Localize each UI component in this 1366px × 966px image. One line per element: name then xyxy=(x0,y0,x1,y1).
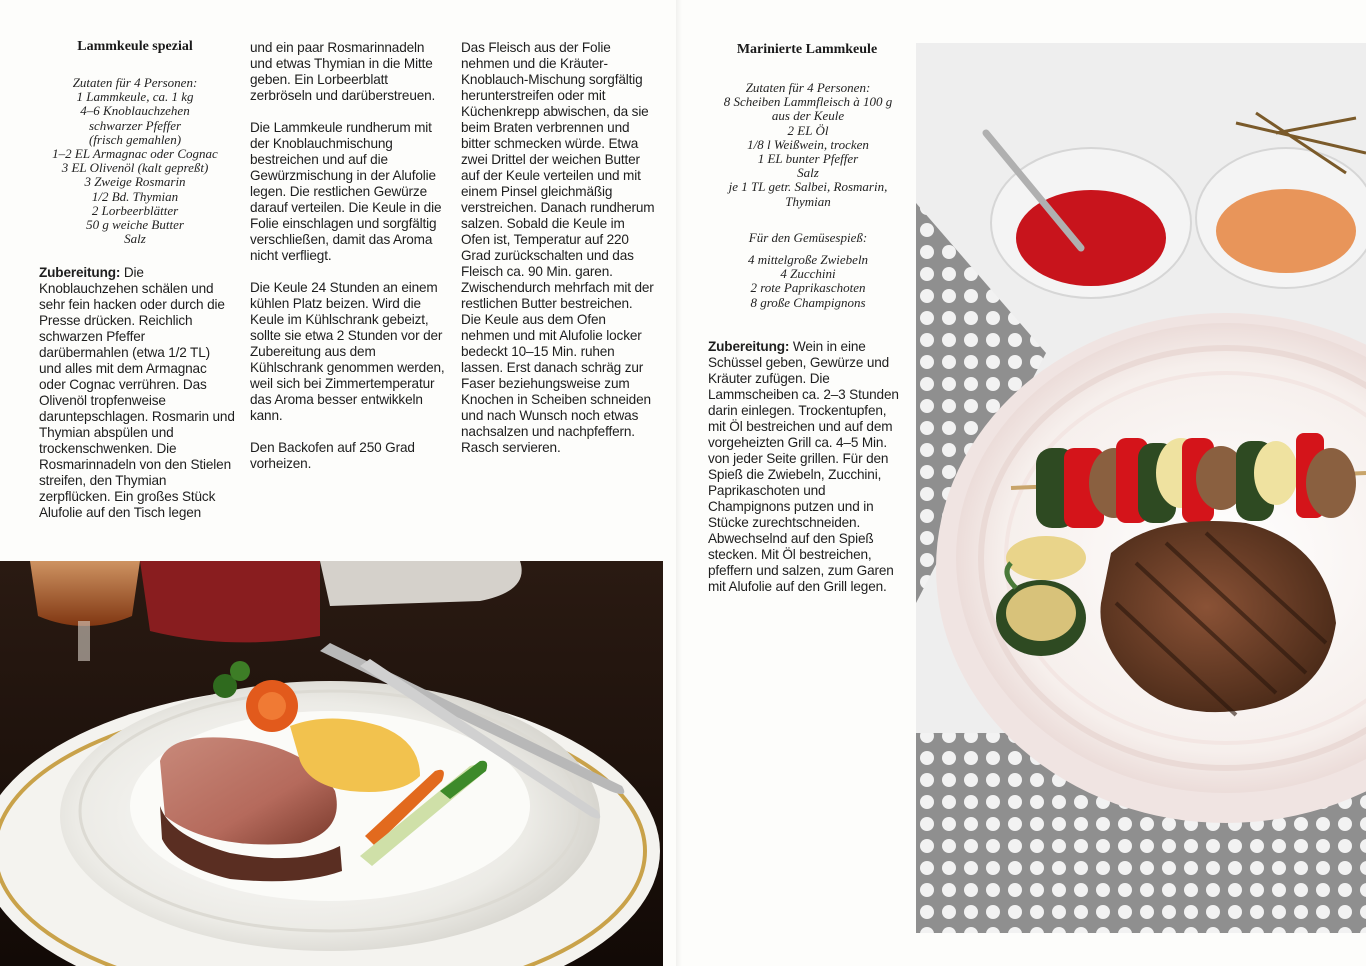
ingredient-line: 1 EL bunter Pfeffer xyxy=(757,151,859,167)
skewer-ingredient-line: 4 Zucchini xyxy=(780,266,836,282)
skewer-ingredient-line: 4 mittelgroße Zwiebeln xyxy=(747,252,869,267)
right-prep-text: Wein in eine Schüssel geben, Gewürze und Kräuter zufügen. Die Lammscheiben ca. 2–3 Stunden darin einlegen. Trockentupfen, mit Öl bestreichen und auf dem vorgeheizten Grill ca. 4–5 Min. von jeder Seite grillen. Für den Spieß die Zwiebeln, Zucchini, Paprikaschoten und Champignons putzen und in Stücke zurechtschneiden. Abwechselnd auf den Spieß stecken. Mit Öl bestreichen, pfeffern und salzen, zum Garen mit Alufolie auf den Grill legen. xyxy=(708,339,899,594)
skewer-ingredient-line: 8 große Champignons xyxy=(750,294,866,310)
ingredient-line: 2 EL Öl xyxy=(787,122,829,138)
right-prep-label: Zubereitung: xyxy=(708,339,790,354)
ingredient-line: je 1 TL getr. Salbei, Rosmarin, xyxy=(728,179,888,195)
left-col1-text: Die Knoblauchzehen schälen und sehr fein hacken oder durch die Presse drücken. Reichlich schwarzen Pfeffer darübermahlen (etwa 1/2 TL) und alles mit dem Armagnac oder Cognac verrühren. Das Olivenöl tropfenweise daruntерschlagen. Rosmarin und Thymian abspülen und trockenschwenken. Die Rosmarinnadeln von den Stielen streifen, den Thymian zerpflücken. Ein großes Stück Alufolie auf den Tisch legen xyxy=(39,265,235,520)
left-col2-paragraph: Die Lammkeule rundherum mit der Knoblauchmischung bestreichen und auf die Gewürzmischung in der Alufolie legen. Die restlichen Gewürze darauf verteilen. Die Keule in die Folie einschlagen und sorgfältig verschließen, damit das Aroma nicht verfliegt. xyxy=(250,120,442,263)
ingredient-line: 2 Lorbeerblätter xyxy=(91,202,179,218)
ingredient-line: Zutaten für 4 Personen: xyxy=(72,75,198,90)
left-column-1 xyxy=(39,265,235,537)
ingredient-line: schwarzer Pfeffer xyxy=(88,117,182,133)
ingredient-line: 3 EL Olivenöl (kalt gepreßt) xyxy=(61,160,209,176)
ingredient-line: 1/8 l Weißwein, trocken xyxy=(747,136,869,152)
left-col2-paragraph: und ein paar Rosmarinnadeln und etwas Thymian in die Mitte geben. Ein Lorbeerblatt zerbröseln und darüberstreuen. xyxy=(250,40,436,103)
ingredient-line: 4–6 Knoblauchzehen xyxy=(80,103,190,119)
left-column-3 xyxy=(461,40,656,472)
ingredient-line: (frisch gemahlen) xyxy=(88,131,182,147)
right-recipe-title: Marinierte Lammkeule xyxy=(736,42,878,57)
right-prep-column xyxy=(708,339,902,611)
right-ingredients-list xyxy=(703,81,913,209)
ingredient-line: 8 Scheiben Lammfleisch à 100 g xyxy=(723,94,893,110)
skewer-ingredients-list xyxy=(703,253,913,310)
lamb-roast-photo xyxy=(0,561,663,966)
ingredient-line: 1–2 EL Armagnac oder Cognac xyxy=(52,146,218,162)
ingredient-line: Thymian xyxy=(785,193,831,209)
page-fold xyxy=(676,0,682,966)
left-prep-label: Zubereitung: xyxy=(39,265,121,280)
left-column-2 xyxy=(250,40,445,488)
left-col2-paragraph: Die Keule 24 Stunden an einem kühlen Platz beizen. Wird die Keule im Kühlschrank gebeizt, sollte sie etwa 2 Stunden vor der Zubereitung aus dem Kühlschrank genommen werden, weil sich bei Zimmertemperatur das Aroma besser entwikkeln kann. xyxy=(250,280,445,423)
ingredient-line: 3 Zweige Rosmarin xyxy=(84,174,186,190)
ingredient-line: Salz xyxy=(797,165,819,181)
ingredient-line: Salz xyxy=(124,231,146,247)
left-ingredients-list xyxy=(30,76,240,246)
left-col3-text: Das Fleisch aus der Folie nehmen und die Kräuter-Knoblauch-Mischung sorgfältig herunterstreifen oder mit Küchenkrepp abwischen, da sie beim Braten verbrennen und bitter schmecken würde. Etwa zwei Drittel der weichen Butter auf der Keule verteilen und mit einem Pinsel gleichmäßig verstreichen. Danach rundherum salzen. Sobald die Keule im Ofen ist, Temperatur auf 220 Grad zurückschalten und das Fleisch ca. 90 Min. garen. Zwischendurch mehrfach mit der restlichen Butter bestreichen. Die Keule aus dem Ofen nehmen und mit Alufolie locker bedeckt 10–15 Min. ruhen lassen. Erst danach schräg zur Faser beziehungsweise zum Knochen in Scheiben schneiden und nach Wunsch noch etwas nachsalzen und nachpfeffern. Rasch servieren. xyxy=(461,40,655,455)
grilled-lamb-skewer-photo xyxy=(916,43,1366,933)
ingredient-line: 1 Lammkeule, ca. 1 kg xyxy=(76,89,194,105)
ingredient-line: 1/2 Bd. Thymian xyxy=(91,188,179,204)
ingredient-line: aus der Keule xyxy=(771,108,845,124)
left-recipe-title: Lammkeule spezial xyxy=(77,39,193,54)
ingredient-line: Zutaten für 4 Personen: xyxy=(745,80,871,95)
ingredient-line: 50 g weiche Butter xyxy=(86,217,184,233)
skewer-ingredient-line: 2 rote Paprikaschoten xyxy=(750,280,866,296)
left-col2-paragraph: Den Backofen auf 250 Grad vorheizen. xyxy=(250,440,415,471)
skewer-heading: Für den Gemüsespieß: xyxy=(748,230,868,245)
